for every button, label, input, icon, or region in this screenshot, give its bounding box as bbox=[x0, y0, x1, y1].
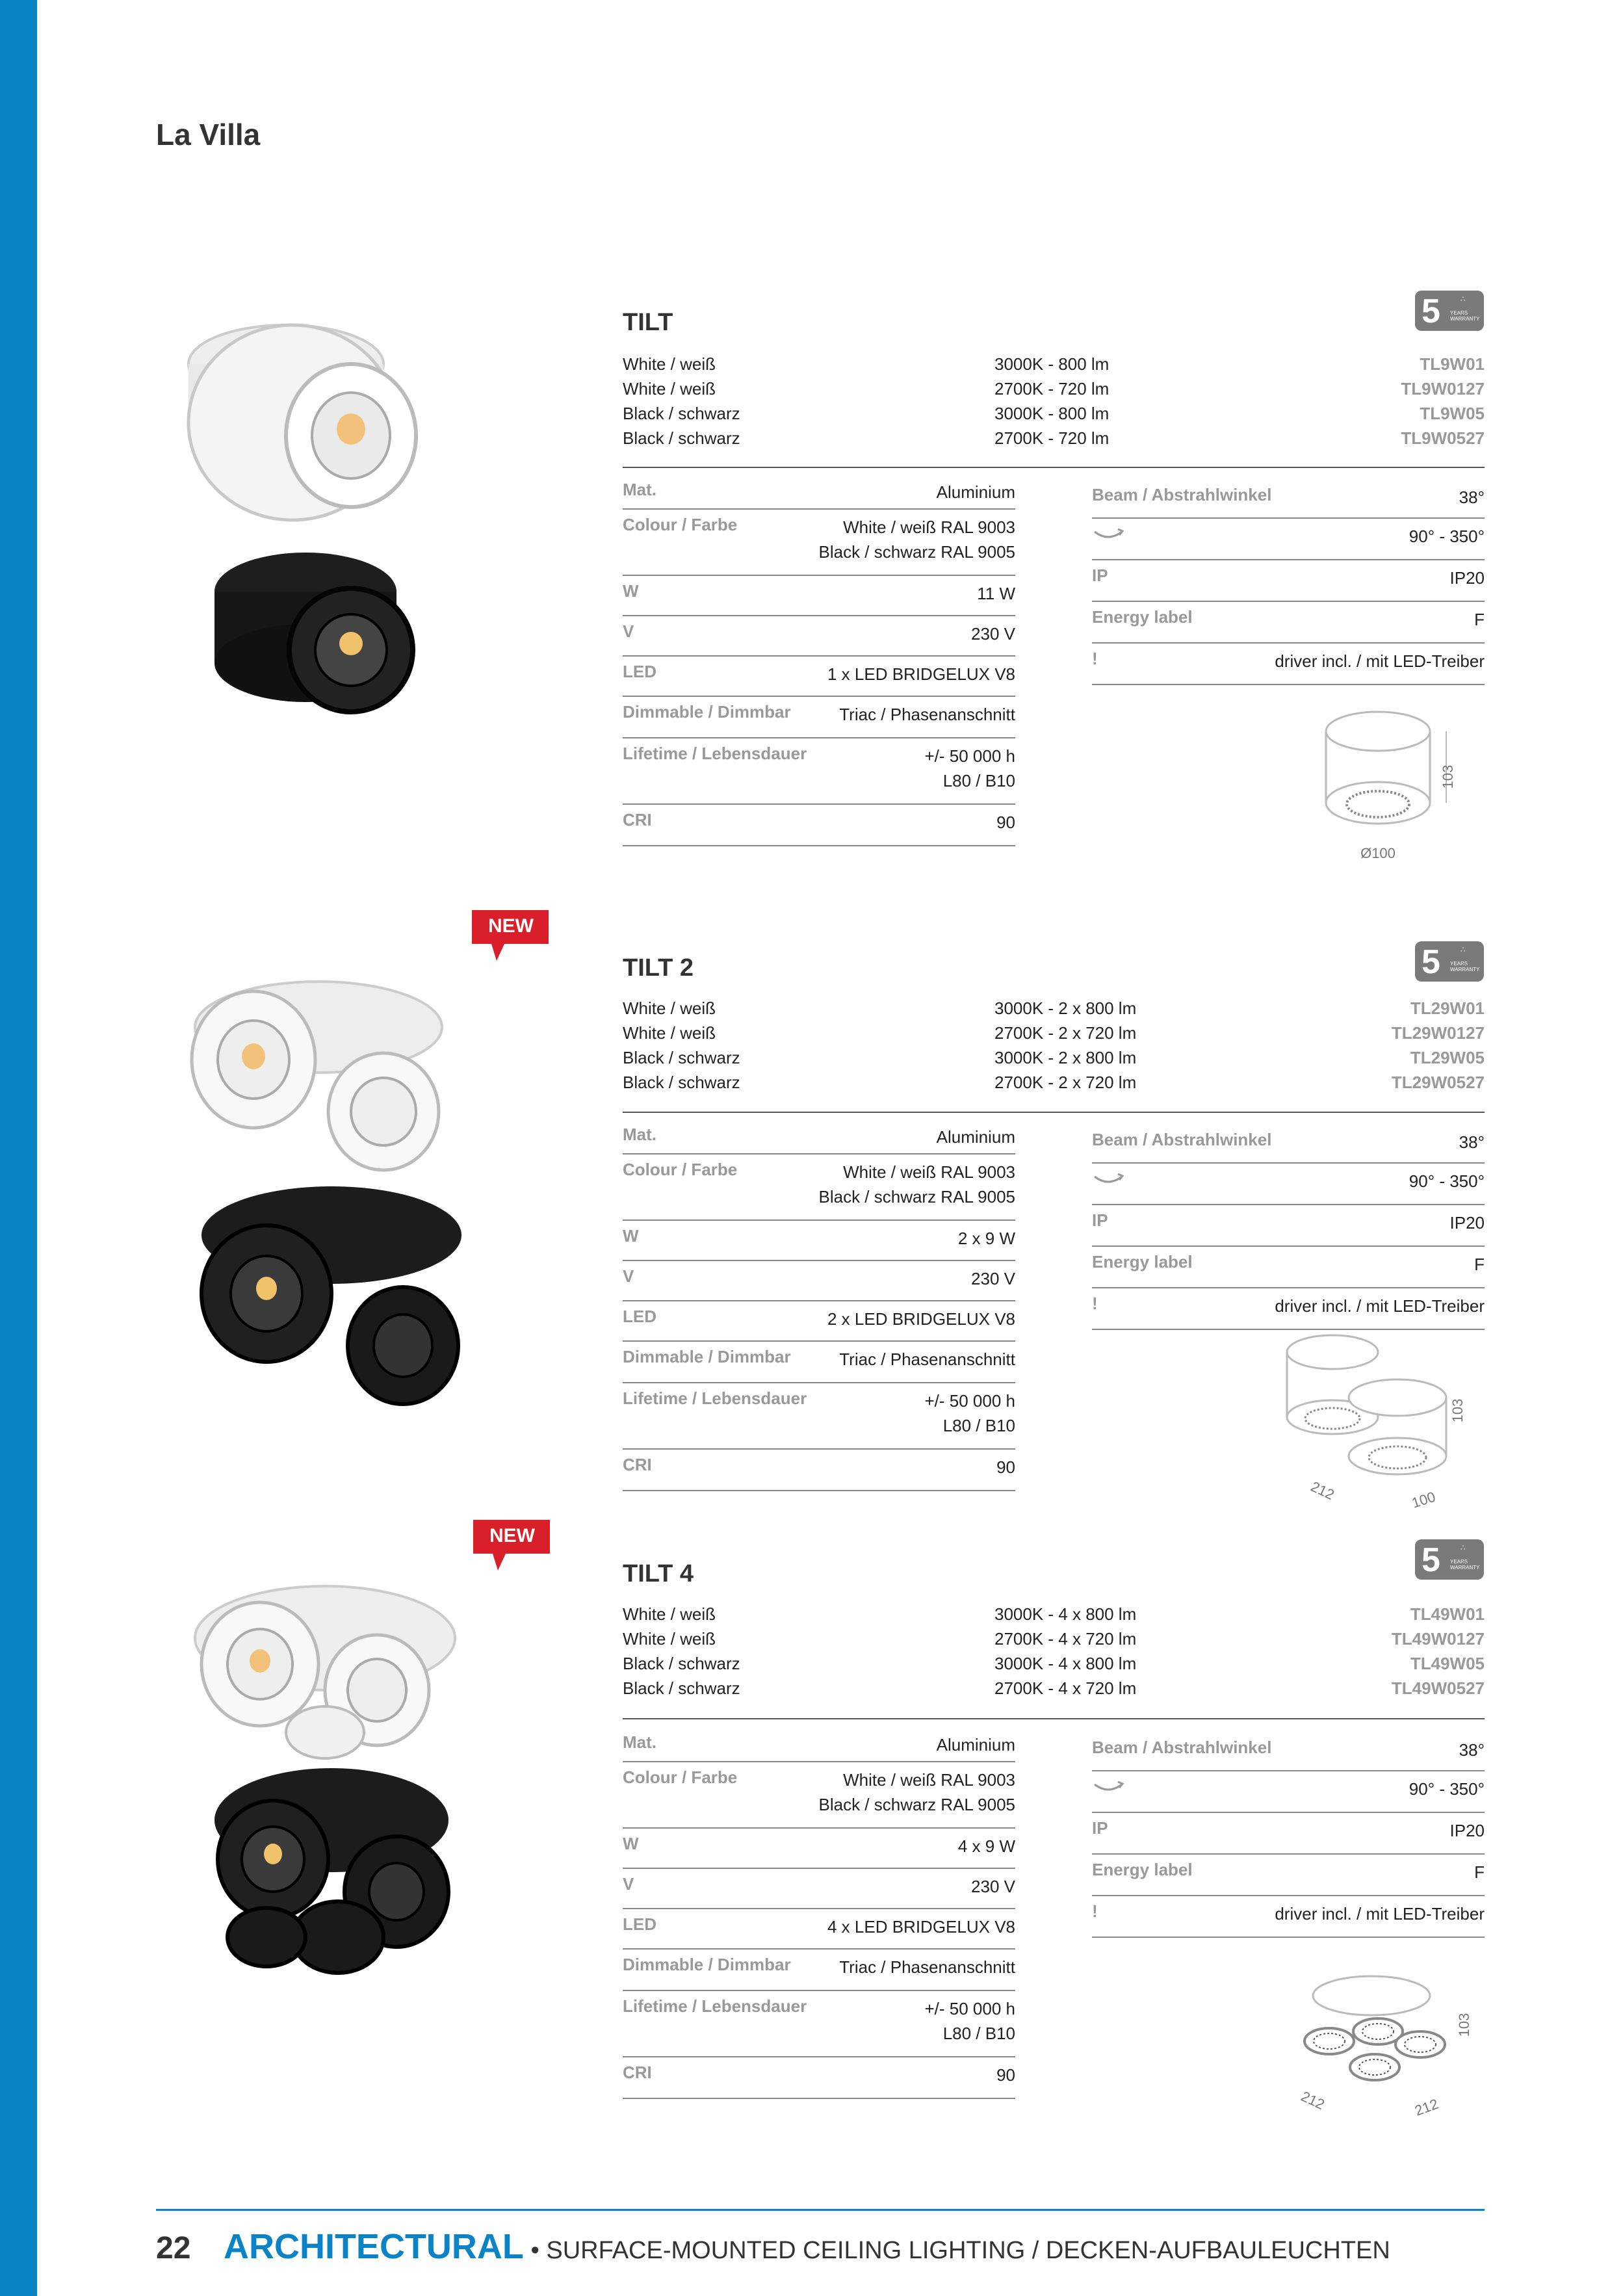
variant-row: White / weiß 3000K - 800 lm TL9W01 bbox=[623, 354, 1485, 374]
tilt-arc-icon bbox=[1092, 1169, 1124, 1193]
spec-row-cri: CRI 90 bbox=[623, 2057, 1015, 2099]
spec-row-cri: CRI 90 bbox=[623, 805, 1015, 846]
product-photo-tilt-2 bbox=[175, 956, 500, 1414]
spec-table bbox=[623, 475, 1015, 846]
spec-row-driver: ! driver incl. / mit LED-Treiber bbox=[1092, 1288, 1485, 1330]
divider bbox=[623, 1718, 1485, 1719]
variant-row: White / weiß 2700K - 4 x 720 lm TL49W0127 bbox=[623, 1629, 1485, 1649]
dimension-drawing bbox=[1280, 1326, 1488, 1518]
warranty-badge: 5 ∴ YEARS WARRANTY bbox=[1415, 291, 1484, 331]
svg-text:212: 212 bbox=[1412, 2095, 1441, 2119]
variant-row: Black / schwarz 2700K - 2 x 720 lm TL29W0527 bbox=[623, 1073, 1485, 1092]
spec-row-colour: Colour / Farbe White / weiß RAL 9003 Black / schwarz RAL 9005 bbox=[623, 510, 1015, 576]
warning-icon: ! bbox=[1092, 1294, 1098, 1313]
tilt-arc-icon bbox=[1092, 1777, 1124, 1801]
spec-row-material: Mat. Aluminium bbox=[623, 1727, 1015, 1762]
svg-text:Ø100: Ø100 bbox=[1360, 845, 1396, 861]
dimension-drawing bbox=[1293, 1970, 1495, 2168]
spec-row-watt: W 4 x 9 W bbox=[623, 1829, 1015, 1869]
variant-row: White / weiß 3000K - 4 x 800 lm TL49W01 bbox=[623, 1604, 1485, 1624]
spec-row-energy: Energy label F bbox=[1092, 602, 1485, 644]
new-badge: NEW bbox=[473, 1520, 550, 1572]
tilt-arc-icon bbox=[1092, 524, 1124, 548]
spec-row-led: LED 1 x LED BRIDGELUX V8 bbox=[623, 657, 1015, 697]
spec-row-colour: Colour / Farbe White / weiß RAL 9003 Black / schwarz RAL 9005 bbox=[623, 1155, 1015, 1221]
variant-row: White / weiß 3000K - 2 x 800 lm TL29W01 bbox=[623, 998, 1485, 1018]
variant-list bbox=[623, 1604, 1485, 1703]
spec-table-right bbox=[1092, 1125, 1485, 1330]
spec-row-lifetime: Lifetime / Lebensdauer +/- 50 000 h L80 / B10 bbox=[623, 738, 1015, 805]
product-title: TILT 2 bbox=[623, 954, 694, 982]
spec-row-tilt: 90° - 350° bbox=[1092, 1771, 1485, 1813]
warranty-badge: 5 ∴ YEARS WARRANTY bbox=[1415, 1539, 1484, 1580]
spec-row-led: LED 2 x LED BRIDGELUX V8 bbox=[623, 1301, 1015, 1342]
spec-row-dimmable: Dimmable / Dimmbar Triac / Phasenanschnitt bbox=[623, 697, 1015, 738]
spec-row-dimmable: Dimmable / Dimmbar Triac / Phasenanschnitt bbox=[623, 1950, 1015, 1991]
star-dots-icon: ∴ bbox=[1461, 1543, 1466, 1552]
spec-row-colour: Colour / Farbe White / weiß RAL 9003 Black / schwarz RAL 9005 bbox=[623, 1762, 1015, 1829]
divider bbox=[623, 467, 1485, 468]
spec-row-energy: Energy label F bbox=[1092, 1855, 1485, 1896]
spec-row-driver: ! driver incl. / mit LED-Treiber bbox=[1092, 1896, 1485, 1938]
spec-row-dimmable: Dimmable / Dimmbar Triac / Phasenanschnitt bbox=[623, 1342, 1015, 1383]
spec-row-tilt: 90° - 350° bbox=[1092, 519, 1485, 560]
spec-row-volt: V 230 V bbox=[623, 616, 1015, 657]
spec-row-watt: W 2 x 9 W bbox=[623, 1221, 1015, 1261]
spec-row-energy: Energy label F bbox=[1092, 1247, 1485, 1288]
spec-row-cri: CRI 90 bbox=[623, 1450, 1015, 1491]
spec-table bbox=[623, 1119, 1015, 1491]
spec-row-watt: W 11 W bbox=[623, 576, 1015, 616]
spec-row-lifetime: Lifetime / Lebensdauer +/- 50 000 h L80 / B10 bbox=[623, 1991, 1015, 2057]
variant-row: White / weiß 2700K - 720 lm TL9W0127 bbox=[623, 379, 1485, 398]
spec-row-beam: Beam / Abstrahlwinkel 38° bbox=[1092, 1732, 1485, 1771]
variant-row: White / weiß 2700K - 2 x 720 lm TL29W0127 bbox=[623, 1023, 1485, 1043]
product-photo-tilt-4 bbox=[175, 1567, 500, 1986]
variant-row: Black / schwarz 3000K - 800 lm TL9W05 bbox=[623, 404, 1485, 423]
warning-icon: ! bbox=[1092, 1901, 1098, 1921]
variant-row: Black / schwarz 2700K - 720 lm TL9W0527 bbox=[623, 428, 1485, 448]
warranty-badge: 5 ∴ YEARS WARRANTY bbox=[1415, 941, 1484, 982]
product-photo-tilt bbox=[156, 306, 435, 725]
svg-text:103: 103 bbox=[1440, 764, 1456, 789]
spec-row-volt: V 230 V bbox=[623, 1261, 1015, 1301]
spec-row-ip: IP IP20 bbox=[1092, 560, 1485, 602]
divider bbox=[623, 1112, 1485, 1113]
spec-row-material: Mat. Aluminium bbox=[623, 1119, 1015, 1155]
variant-list bbox=[623, 354, 1485, 453]
svg-text:100: 100 bbox=[1409, 1488, 1438, 1511]
category-title: ARCHITECTURAL bbox=[223, 2227, 524, 2266]
footer bbox=[156, 2226, 1390, 2267]
spec-row-beam: Beam / Abstrahlwinkel 38° bbox=[1092, 1125, 1485, 1164]
variant-list bbox=[623, 998, 1485, 1097]
star-dots-icon: ∴ bbox=[1461, 294, 1466, 304]
spec-row-lifetime: Lifetime / Lebensdauer +/- 50 000 h L80 / B10 bbox=[623, 1383, 1015, 1450]
warning-icon: ! bbox=[1092, 649, 1098, 668]
brand-title: La Villa bbox=[156, 118, 261, 151]
side-color-bar bbox=[0, 0, 37, 2296]
spec-row-tilt: 90° - 350° bbox=[1092, 1164, 1485, 1205]
spec-row-beam: Beam / Abstrahlwinkel 38° bbox=[1092, 480, 1485, 519]
svg-text:103: 103 bbox=[1456, 2013, 1472, 2037]
svg-text:212: 212 bbox=[1298, 2087, 1327, 2113]
variant-row: Black / schwarz 3000K - 4 x 800 lm TL49W05 bbox=[623, 1654, 1485, 1673]
spec-row-ip: IP IP20 bbox=[1092, 1813, 1485, 1855]
spec-table-right bbox=[1092, 1732, 1485, 1938]
page-number: 22 bbox=[156, 2231, 191, 2265]
new-badge: NEW bbox=[472, 910, 549, 962]
spec-row-material: Mat. Aluminium bbox=[623, 475, 1015, 510]
spec-table bbox=[623, 1727, 1015, 2099]
variant-row: Black / schwarz 2700K - 4 x 720 lm TL49W0527 bbox=[623, 1678, 1485, 1698]
spec-row-ip: IP IP20 bbox=[1092, 1205, 1485, 1247]
product-title: TILT bbox=[623, 309, 673, 336]
svg-text:212: 212 bbox=[1308, 1478, 1337, 1504]
variant-row: Black / schwarz 3000K - 2 x 800 lm TL29W05 bbox=[623, 1048, 1485, 1067]
product-title: TILT 4 bbox=[623, 1560, 694, 1587]
spec-row-driver: ! driver incl. / mit LED-Treiber bbox=[1092, 644, 1485, 685]
spec-table-right bbox=[1092, 480, 1485, 685]
bullet: • bbox=[530, 2237, 539, 2264]
spec-row-led: LED 4 x LED BRIDGELUX V8 bbox=[623, 1909, 1015, 1950]
dimension-drawing bbox=[1293, 699, 1488, 878]
footer-divider bbox=[156, 2209, 1485, 2211]
category-subtitle: SURFACE-MOUNTED CEILING LIGHTING / DECKEN-AUFBAULEUCHTEN bbox=[546, 2237, 1390, 2264]
svg-text:103: 103 bbox=[1449, 1398, 1466, 1423]
spec-row-volt: V 230 V bbox=[623, 1869, 1015, 1909]
star-dots-icon: ∴ bbox=[1461, 945, 1466, 954]
